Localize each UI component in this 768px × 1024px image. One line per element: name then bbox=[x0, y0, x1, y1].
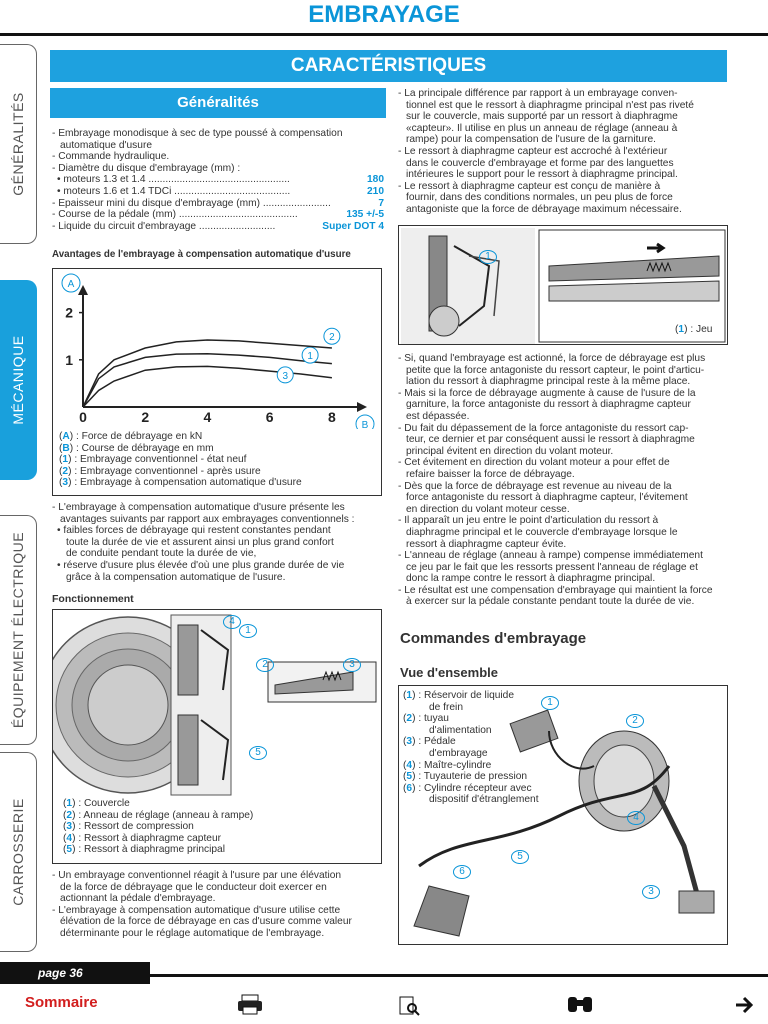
callout-1: 1 bbox=[239, 624, 257, 638]
series-line-3 bbox=[83, 366, 332, 407]
chart-legend-item: (2) : Embrayage conventionnel - après usure bbox=[59, 465, 261, 477]
series-label-1: 1 bbox=[307, 351, 313, 363]
x-axis-label: B bbox=[361, 420, 369, 429]
fonctionnement-figure bbox=[52, 609, 382, 864]
section-title: CARACTÉRISTIQUES bbox=[50, 50, 727, 82]
chart-legend bbox=[59, 431, 302, 489]
generalites-text: - Embrayage monodisque à sec de type poussé à compensation automatique d'usure - Commande hydraulique. - Diamètre du disque d'embrayage (mm) : • moteurs 1.3 et 1.4 .................................................. 180 • moteurs 1.6 et 1.4 TDCi ......................................... 210 - Epaisseur mini du disque d'embrayage (mm) ........................ 7 - Course de la pédale (mm) .......................................... 135 +/-5 - Liquide du circuit d'embrayage ........................... Super DOT 4 bbox=[52, 128, 384, 232]
header-rule bbox=[0, 33, 768, 36]
fonctionnement-text: - Un embrayage conventionnel réagit à l'usure par une élévation de la force de débrayage que le conducteur doit exercer en actionnant la pédale d'embrayage. - L'embrayage à compensation automatique d'usure utilise cette élévation de la force de débrayage en cas d'usure comme valeur déterminante pour le réglage automatique de l'embrayage. bbox=[52, 870, 352, 939]
tab-equipement-electrique[interactable]: ÉQUIPEMENT ÉLECTRIQUE bbox=[0, 515, 37, 745]
clutch-diagram bbox=[53, 610, 382, 800]
series-label-3: 3 bbox=[282, 370, 289, 382]
callout-jeu: 1 bbox=[479, 250, 497, 264]
legend-item: (2) : Anneau de réglage (anneau à rampe) bbox=[63, 809, 254, 821]
tab-carrosserie[interactable]: CARROSSERIE bbox=[0, 752, 37, 952]
sommaire-link[interactable]: Sommaire bbox=[25, 994, 98, 1011]
series-label-2: 2 bbox=[329, 332, 335, 344]
fonctionnement-legend bbox=[63, 798, 253, 856]
callout-4: 4 bbox=[223, 615, 241, 629]
callout-5: 5 bbox=[249, 746, 267, 760]
force-curve-chart bbox=[53, 269, 382, 429]
y-axis-label: A bbox=[67, 279, 75, 290]
commandes-figure bbox=[398, 685, 728, 945]
search-document-icon[interactable] bbox=[398, 995, 422, 1017]
x-tick-label: 0 bbox=[79, 409, 87, 425]
chart-legend-item: (B) : Course de débrayage en mm bbox=[59, 442, 214, 454]
legend-item: (1) : Couvercle bbox=[63, 798, 130, 809]
callout-3: 3 bbox=[642, 885, 660, 899]
legend-item: (1) : Réservoir de liquide bbox=[403, 690, 515, 701]
page-title: EMBRAYAGE bbox=[308, 1, 460, 28]
callout-6: 6 bbox=[453, 865, 471, 879]
x-tick-label: 2 bbox=[141, 409, 150, 425]
chart-figure bbox=[52, 268, 382, 496]
callout-5: 5 bbox=[511, 850, 529, 864]
legend-item: (3) : Pédale bbox=[403, 736, 456, 748]
jeu-legend: (1) : Jeu bbox=[675, 324, 713, 335]
y-tick-label: 1 bbox=[65, 351, 73, 368]
avantages-text: - L'embrayage à compensation automatique d'usure présente les avantages suivants par rapport aux embrayages conventionnels : • faibles forces de débrayage qui restent constantes pendant toute la durée de vie et assurent ainsi un plus grand confort de conduite pendant toute la durée de vie, • réserve d'usure plus élevée d'où une plus grande durée de vie grâce à la compensation automatique de l'usure. bbox=[52, 502, 355, 583]
chart-legend-item: (3) : Embrayage à compensation automatique d'usure bbox=[59, 477, 302, 489]
x-tick-label: 6 bbox=[265, 409, 274, 425]
callout-3: 3 bbox=[343, 658, 361, 672]
right-top-text: - La principale différence par rapport à un embrayage conven- tionnel est que le ressort à diaphragme principal n'est pas riveté sur le couvercle, mais supporté par un ressort à diaphragme «capteur». Il utilise en plus un anneau de réglage (anneau à rampe) pour la compensation de l'usure de la garniture. - Le ressort à diaphragme capteur est accroché à l'extérieur dans le couvercle d'embrayage et forme par des languettes intérieures le support pour le ressort à diaphragme principal. - Le ressort à diaphragme capteur est conçu de manière à fournir, dans des conditions normales, un peu plus de force antagoniste que la force de débrayage maximum nécessaire. bbox=[398, 88, 694, 215]
legend-item: (5) : Tuyauterie de pression bbox=[403, 771, 528, 783]
callout-1: 1 bbox=[541, 696, 559, 710]
callout-4: 4 bbox=[627, 811, 645, 825]
binoculars-icon[interactable] bbox=[565, 993, 595, 1015]
tab-mecanique[interactable]: MÉCANIQUE bbox=[0, 280, 37, 480]
legend-item: (5) : Ressort à diaphragme principal bbox=[63, 844, 225, 856]
legend-item: (4) : Ressort à diaphragme capteur bbox=[63, 832, 222, 844]
commandes-legend: (1) : Réservoir de liquide de frein (2) : tuyau d'alimentation (3) : Pédale d'embrayage (4) : Maître-cylindre (5) : Tuyauterie de pression (6) : Cylindre récepteur avec dispositif d'étranglement bbox=[403, 690, 548, 806]
chart-legend-item: (A) : Force de débrayage en kN bbox=[59, 431, 203, 442]
tab-generalites[interactable]: GÉNÉRALITÉS bbox=[0, 44, 37, 244]
legend-item: (2) : tuyau bbox=[403, 713, 449, 725]
y-tick-label: 2 bbox=[65, 304, 73, 321]
legend-item: (4) : Maître-cylindre bbox=[403, 759, 492, 771]
series-line-1 bbox=[83, 354, 332, 407]
chart-section-title: Avantages de l'embrayage à compensation automatique d'usure bbox=[52, 249, 351, 260]
commandes-title: Commandes d'embrayage bbox=[400, 630, 587, 647]
jeu-figure bbox=[398, 225, 728, 345]
x-tick-label: 8 bbox=[327, 409, 336, 425]
right-mid-text: - Si, quand l'embrayage est actionné, la force de débrayage est plus petite que la force antagoniste du ressort capteur, le point d'articu- lation du ressort à diaphragme principal reste à la même place. - Mais si la force de débrayage augmente à cause de l'usure de la garniture, la force antagoniste du ressort à diaphragme capteur est dépassée. - Du fait du dépassement de la force antagoniste du ressort cap- teur, ce dernier et par conséquent aussi le ressort à diaphragme principal évitent en direction du volant moteur. - Cet évitement en direction du volant moteur a pour effet de refaire baisser la force de débrayage. - Dès que la force de débrayage est revenue au niveau de la force antagoniste du ressort à diaphragme capteur, l'évitement en direction du volant moteur cesse. - Il apparaît un jeu entre le point d'articulation du ressort à diaphragme principal et le couvercle d'embrayage lorsque le ressort à diaphragme capteur évite. - L'anneau de réglage (anneau à rampe) compense immédiatement ce jeu par le fait que les ressorts pressent l'anneau de réglage et donc la rampe contre le ressort à diaphragme principal. - Le résultat est une compensation d'embrayage qui maintient la force à exercer sur la pédale constante pendant toute la durée de vie. bbox=[398, 353, 713, 608]
vue-ensemble-title: Vue d'ensemble bbox=[400, 665, 498, 680]
callout-2: 2 bbox=[626, 714, 644, 728]
fonctionnement-title: Fonctionnement bbox=[52, 593, 134, 605]
page-number: page 36 bbox=[0, 962, 150, 984]
legend-item: (6) : Cylindre récepteur avec bbox=[403, 782, 532, 794]
x-axis-arrow bbox=[357, 402, 367, 412]
chart-legend-item: (1) : Embrayage conventionnel - état neuf bbox=[59, 454, 247, 466]
callout-2: 2 bbox=[256, 658, 274, 672]
x-tick-label: 4 bbox=[203, 409, 212, 425]
next-page-arrow-icon[interactable] bbox=[734, 995, 756, 1015]
generalites-title: Généralités bbox=[50, 88, 386, 118]
legend-item: (3) : Ressort de compression bbox=[63, 821, 194, 833]
print-icon[interactable] bbox=[236, 993, 264, 1015]
